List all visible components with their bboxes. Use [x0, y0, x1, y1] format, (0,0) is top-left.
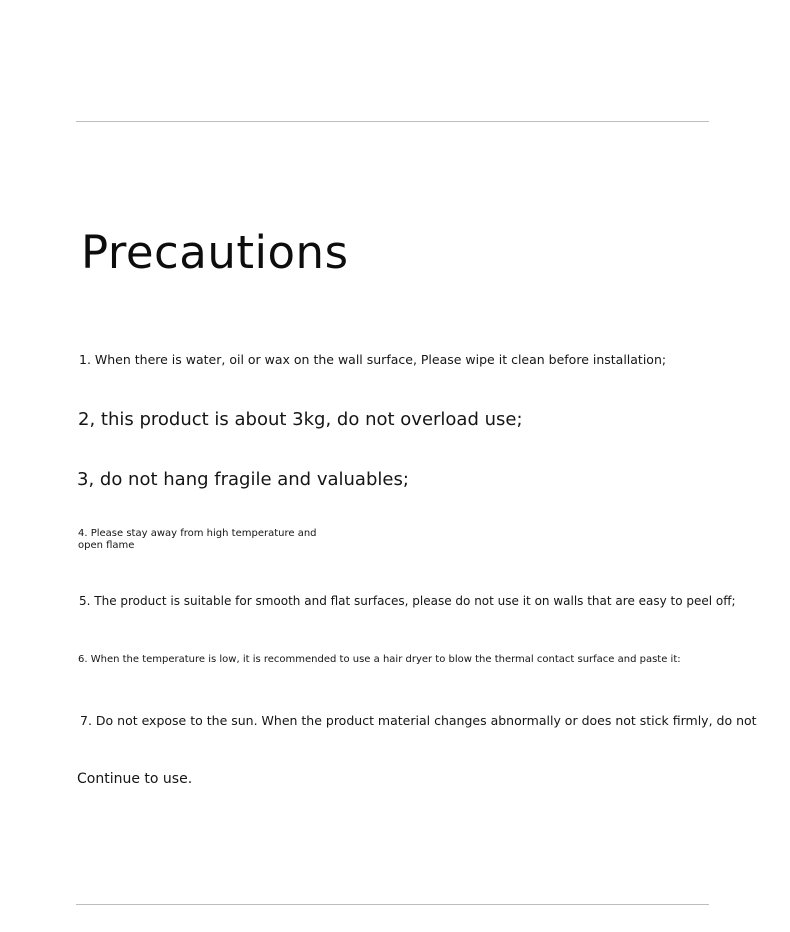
page-title: Precautions: [81, 226, 349, 279]
precaution-item-1: 1. When there is water, oil or wax on the wall surface, Please wipe it clean before installation;: [79, 352, 667, 367]
precaution-item-7: 7. Do not expose to the sun. When the product material changes abnormally or does not stick firmly, do not: [80, 713, 757, 728]
precaution-item-2: 2, this product is about 3kg, do not overload use;: [78, 409, 523, 430]
top-divider: [76, 121, 709, 122]
precaution-item-3: 3, do not hang fragile and valuables;: [77, 469, 409, 490]
bottom-divider: [76, 904, 709, 905]
precaution-item-6: 6. When the temperature is low, it is recommended to use a hair dryer to blow the thermal contact surface and paste it:: [78, 654, 681, 665]
precaution-item-7-continued: Continue to use.: [77, 771, 193, 787]
precaution-item-5: 5. The product is suitable for smooth and flat surfaces, please do not use it on walls that are easy to peel off;: [79, 594, 736, 608]
precaution-item-4: 4. Please stay away from high temperature and open flame: [78, 528, 317, 551]
